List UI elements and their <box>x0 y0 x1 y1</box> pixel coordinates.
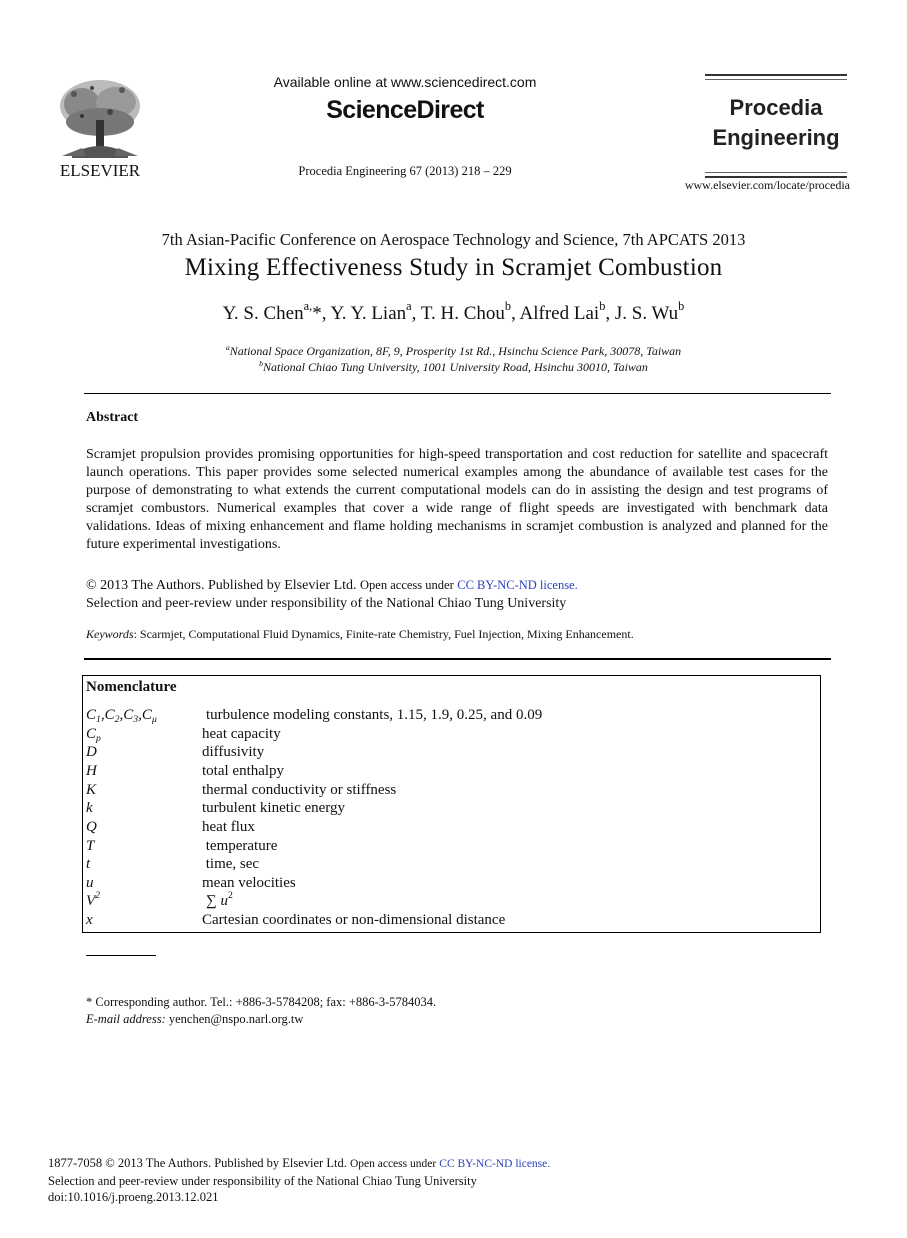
elsevier-tree-icon <box>52 76 148 184</box>
nomenclature-definition: time, sec <box>202 856 260 872</box>
copyright-block <box>86 576 828 613</box>
copyright-line: © 2013 The Authors. Published by Elsevier Ltd. Open access under CC BY-NC-ND license. <box>86 578 578 593</box>
author: Y. Y. Lian$^a$, <box>330 298 421 324</box>
section-divider <box>84 393 831 394</box>
nomenclature-symbol: x <box>86 912 93 928</box>
sciencedirect-brand: ScienceDirect <box>326 96 484 124</box>
nomenclature-symbol: K <box>86 782 97 798</box>
nomenclature-symbol: Q <box>86 819 97 835</box>
license-link[interactable]: CC BY-NC-ND license. <box>457 578 578 592</box>
affiliation-a: $^a$National Space Organization, 8F, 9, Prosperity 1st Rd., Hsinchu Science Park, 30078, Taiwan <box>225 343 682 358</box>
bottom-license-link[interactable]: CC BY-NC-ND license. <box>439 1158 551 1170</box>
keywords-label: Keywords <box>86 627 134 641</box>
paper-title: Mixing Effectiveness Study in Scramjet Combustion <box>184 254 723 281</box>
nomenclature-definition: mean velocities <box>202 875 296 891</box>
journal-name <box>705 93 847 153</box>
corresponding-author-note: * Corresponding author. Tel.: +886-3-5784208; fax: +886-3-5784034. <box>86 995 437 1009</box>
nomenclature-definition: Cartesian coordinates or non-dimensional distance <box>202 912 506 928</box>
issn-line: 1877-7058 © 2013 The Authors. Published by Elsevier Ltd. Open access under CC BY-NC-ND license. <box>48 1156 551 1170</box>
conference-name: 7th Asian-Pacific Conference on Aerospace Technology and Science, 7th APCATS 2013 <box>161 230 746 249</box>
nomenclature-definition: ∑ $u^2$ <box>206 889 233 909</box>
footnote-rule <box>86 955 156 956</box>
nomenclature-definition: diffusivity <box>202 744 265 760</box>
elsevier-wordmark: ELSEVIER <box>59 161 141 180</box>
nomenclature-symbol: T <box>86 838 95 854</box>
journal-citation: Procedia Engineering 67 (2013) 218 – 229 <box>298 164 512 178</box>
nomenclature-heading: Nomenclature <box>86 679 177 695</box>
nomenclature-definition: total enthalpy <box>202 763 285 779</box>
nomenclature-symbol: $C_p$ <box>86 726 101 744</box>
email-link[interactable]: yenchen@nspo.narl.org.tw <box>168 1012 304 1026</box>
section-divider-thick <box>84 658 831 660</box>
journal-rule-top <box>705 74 847 76</box>
journal-rule-top-thin <box>705 79 847 80</box>
nomenclature-symbol: H <box>86 763 97 779</box>
abstract-body: Scramjet propulsion provides promising opportunities for high-speed transportation and cost reduction for satellite and spacecraft launch operations. This paper provides some selected numerical examples among the abundance of available test cases for the purpose of demonstrating to what extends the current computational models can do in assisting the design and test programs of scramjet combustors. Numerical examples that cover a wide range of flight speeds are investigated with benchmark data validations. Ideas of mixing enhancement and flame holding mechanisms in scramjet combustion is analyzed and planned for the future experimental investigations. <box>86 447 828 552</box>
email-label: E-mail address: <box>86 1012 166 1026</box>
nomenclature-symbol: k <box>86 800 93 816</box>
available-online-text: Available online at www.sciencedirect.com <box>273 74 537 90</box>
author: Alfred Lai$^b$, <box>519 298 615 324</box>
journal-url-link[interactable]: www.elsevier.com/locate/procedia <box>684 178 850 192</box>
nomenclature-symbol: t <box>86 856 91 872</box>
nomenclature-definition: heat flux <box>202 819 255 835</box>
nomenclature-definition: temperature <box>202 838 278 854</box>
journal-name-line2: Engineering <box>712 125 840 150</box>
author: Y. S. Chen$^{a,}$*, <box>222 298 331 324</box>
doi-link[interactable]: doi:10.1016/j.proeng.2013.12.021 <box>48 1190 219 1204</box>
elsevier-logo <box>52 76 148 184</box>
nomenclature-symbol: D <box>86 744 97 760</box>
email-note <box>86 1012 303 1027</box>
journal-rule-bottom-thin <box>705 172 847 173</box>
author: T. H. Chou$^b$, <box>420 298 520 324</box>
nomenclature-symbol: $V^2$ <box>86 889 101 909</box>
nomenclature-definition: thermal conductivity or stiffness <box>202 782 397 798</box>
bottom-peer-review: Selection and peer-review under responsibility of the National Chiao Tung University <box>48 1173 477 1188</box>
author: J. S. Wu$^b$ <box>614 298 685 324</box>
nomenclature-symbol: $C_1,C_2,C_3,C_\mu$ <box>86 707 157 725</box>
keywords-list: : Scarmjet, Computational Fluid Dynamics, Finite-rate Chemistry, Fuel Injection, Mixing Enhancement. <box>133 627 634 641</box>
journal-name-line1: Procedia <box>729 95 823 120</box>
nomenclature-definition: turbulence modeling constants, 1.15, 1.9, 0.25, and 0.09 <box>206 707 543 723</box>
affiliations <box>0 343 907 375</box>
affiliation-b: $^b$National Chiao Tung University, 1001 University Road, Hsinchu 30010, Taiwan <box>259 359 648 374</box>
abstract-heading: Abstract <box>86 410 139 425</box>
peer-review-line: Selection and peer-review under responsibility of the National Chiao Tung University <box>86 596 567 611</box>
nomenclature-definition: turbulent kinetic energy <box>202 800 346 816</box>
keywords <box>86 627 828 642</box>
author-list <box>0 298 907 325</box>
nomenclature-definition: heat capacity <box>202 726 281 742</box>
bottom-publication-info <box>48 1155 550 1206</box>
nomenclature-symbol: u <box>86 875 94 891</box>
